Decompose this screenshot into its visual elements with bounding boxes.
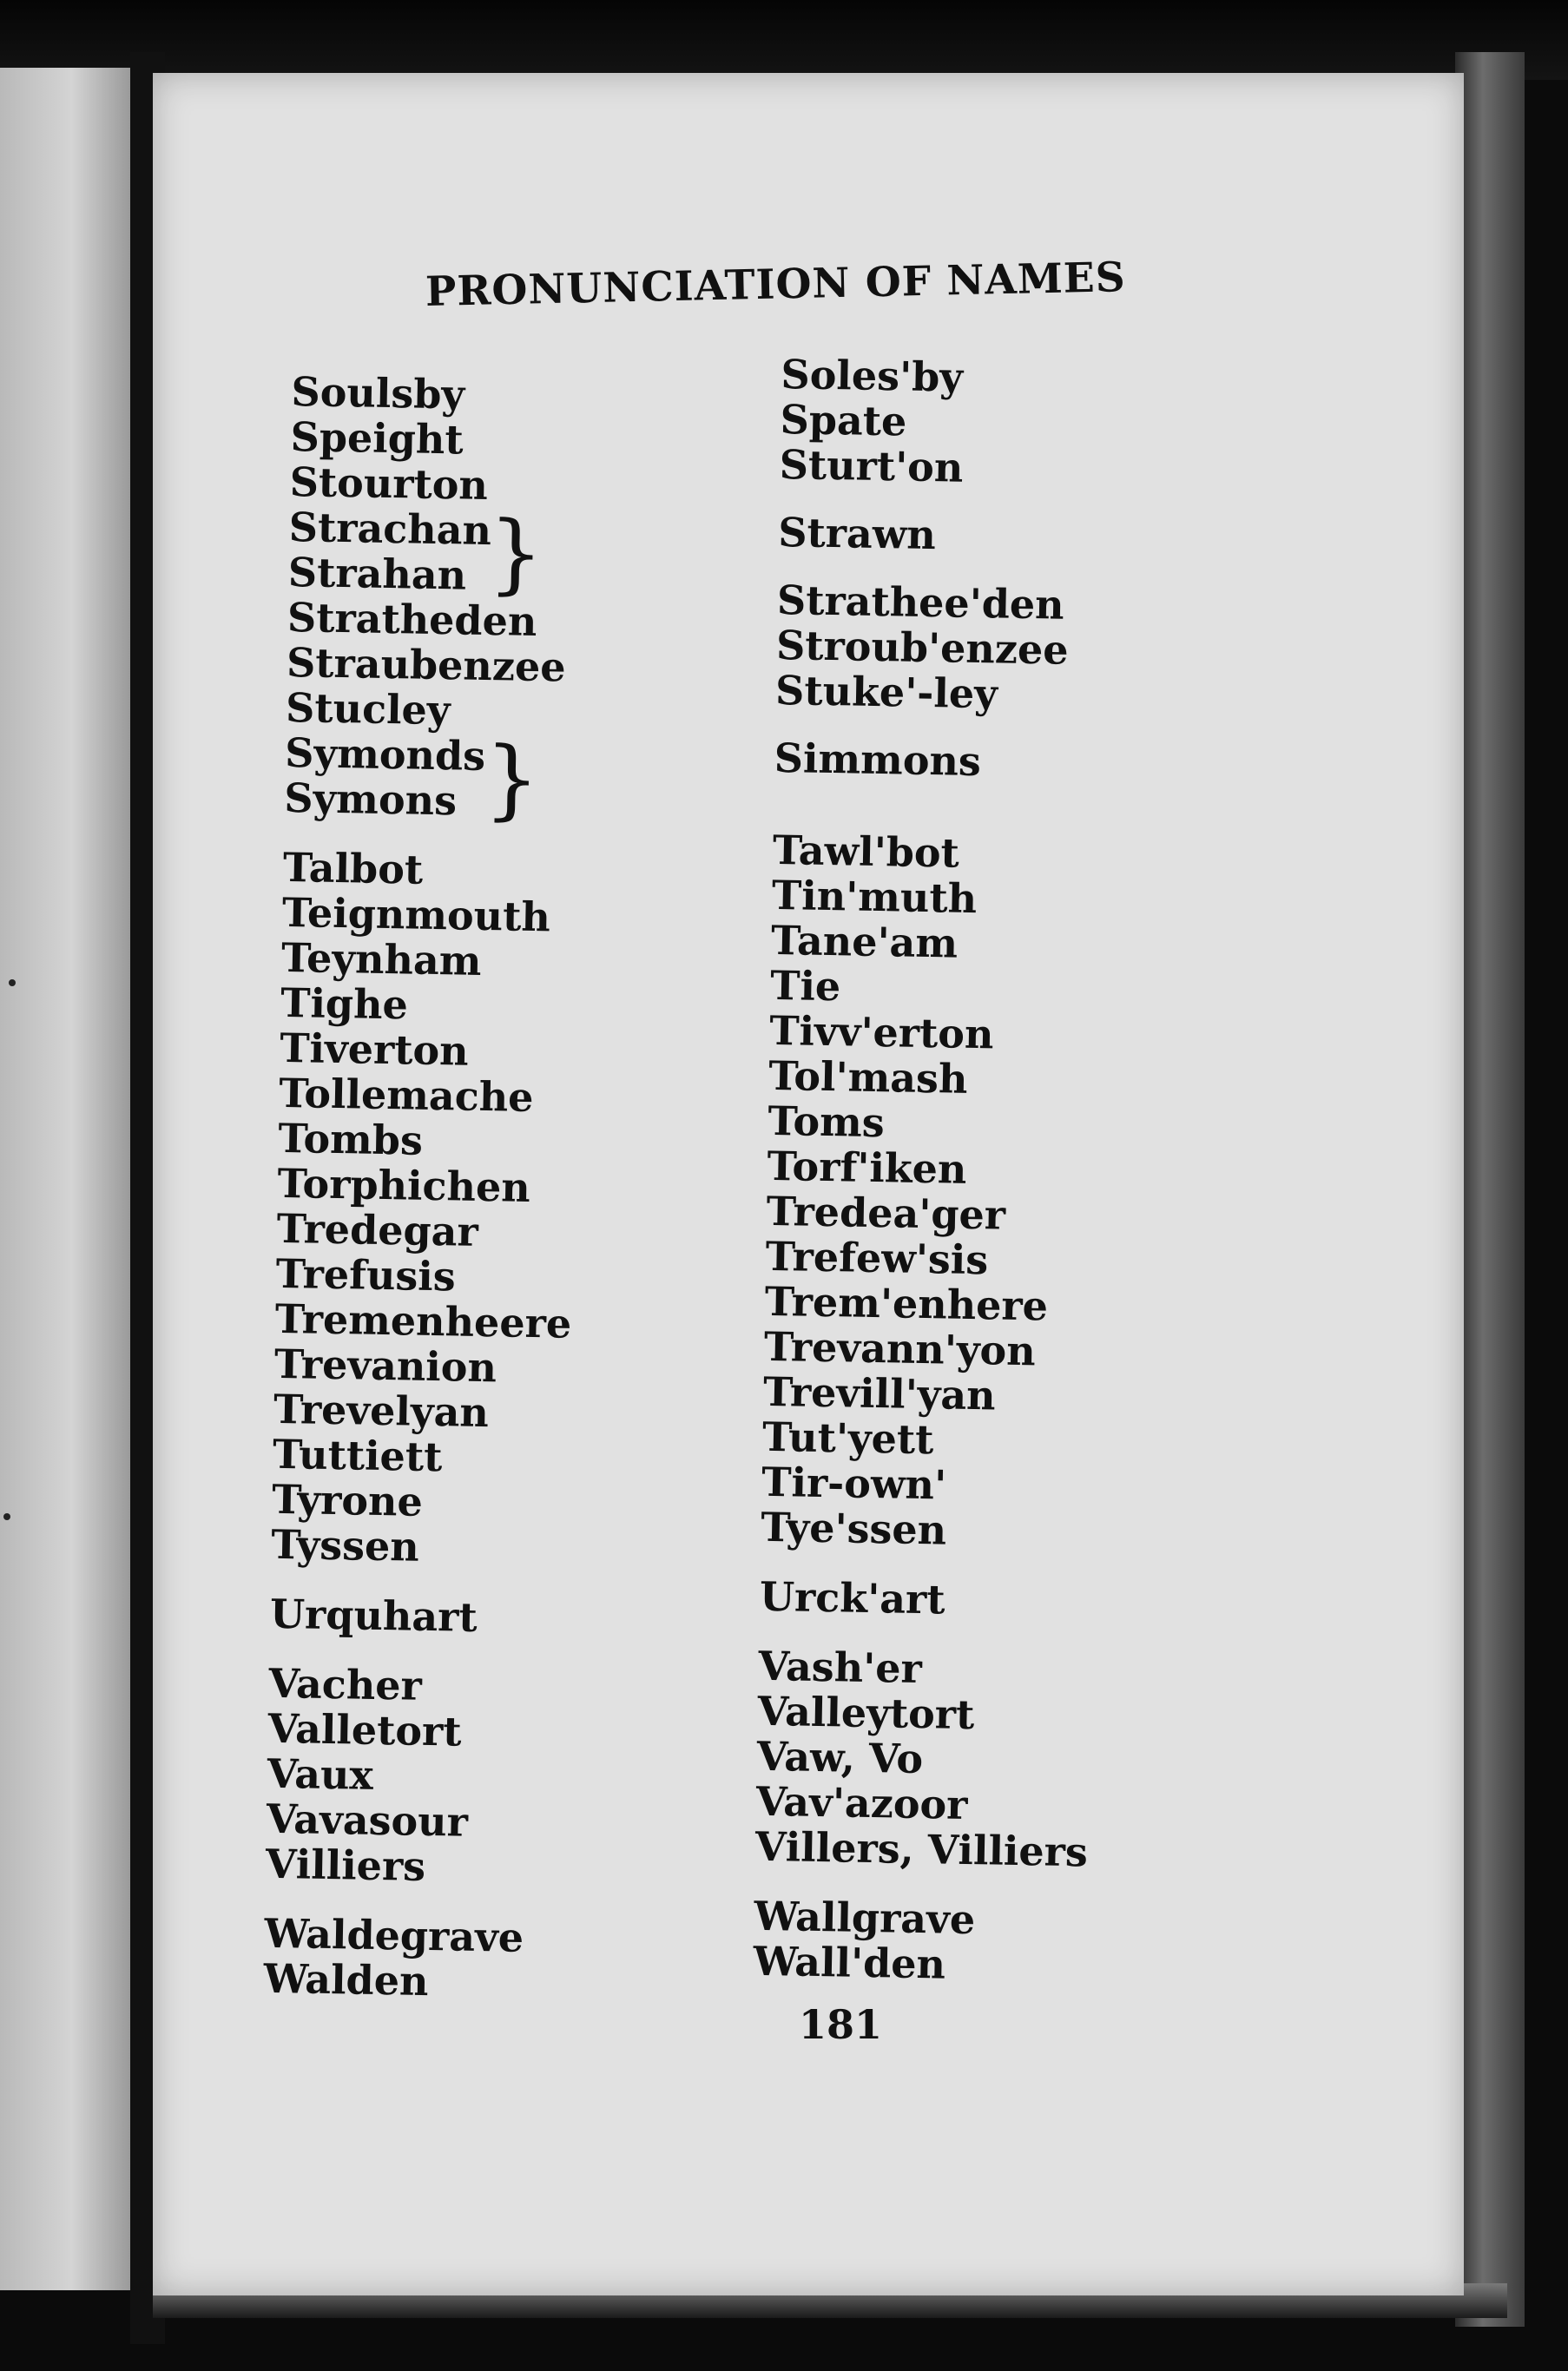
name-entry: Tuttiett [272,1430,443,1481]
pronunciation-entry: Torf'iken [767,1142,967,1193]
name-entry: Straubenzee [286,638,567,691]
pronunciation-entry: Tut'yett [761,1413,934,1464]
name-entry: Tremenheere [274,1294,572,1347]
name-entry: Speight [290,412,464,464]
name-entry: Strachan [288,503,492,555]
name-entry: Teynham [280,933,482,985]
name-entry: Tombs [278,1114,424,1164]
pronunciation-entry: Vash'er [758,1642,923,1693]
name-entry: Villiers [265,1840,426,1890]
name-entry: Urquhart [269,1590,478,1641]
pronunciation-entry: Trem'enhere [764,1277,1049,1330]
pronunciation-entry: Villers, Villiers [754,1822,1089,1876]
pronunciation-entry: Strawn [777,508,937,559]
name-entry: Tredegar [276,1204,479,1255]
name-entry: Soulsby [291,368,465,418]
name-entry: Symonds [284,728,486,780]
pronunciation-entry: Tredea'ger [766,1187,1006,1239]
pronunciation-entry: Soles'by [781,351,964,401]
name-entry: Tyrone [271,1475,424,1525]
name-entry: Trevelyan [273,1385,490,1437]
name-entry: Vacher [268,1659,423,1709]
name-entry: Stratheden [287,593,537,645]
name-entry: Tiverton [279,1024,470,1075]
pronunciation-entry: Toms [768,1097,886,1147]
pronunciation-entry: Valleytort [757,1687,975,1739]
pronunciation-entry: Tye'ssen [760,1503,947,1554]
pronunciation-entry: Trevann'yon [763,1322,1037,1375]
pronunciation-entry: Trevill'yan [762,1367,997,1419]
page-edge-right [1455,52,1525,2327]
pronunciation-entry: Spate [780,395,907,445]
pronunciation-entry: Urck'art [759,1572,946,1623]
name-group [287,501,585,605]
pronunciation-entry: Wallgrave [754,1892,976,1944]
name-entry: Strahan [287,548,467,599]
pronunciation-entry: Tane'am [770,916,959,967]
page-number: 181 [799,2001,883,2048]
page-title: PRONUNCIATION OF NAMES [425,254,1127,316]
pronunciation-entry: Tin'muth [771,871,978,923]
pronunciation-entry: Wall'den [753,1937,946,1988]
pronunciation-entry: Stuke'-ley [774,666,998,718]
name-entry: Vavasour [266,1795,469,1846]
name-entry: Trevanion [273,1340,497,1392]
name-group [283,727,582,831]
brace-mark: } [483,727,541,831]
pronunciation-entry: Tol'mash [768,1051,968,1103]
pronunciation-entry: Tivv'erton [768,1006,994,1058]
pronunciation-entry: Stroub'enzee [775,621,1069,674]
name-entry: Tighe [280,978,409,1029]
name-entry: Vaux [267,1749,374,1799]
name-entry: Teignmouth [281,888,551,941]
name-entry: Talbot [282,843,424,893]
scan-speck [9,979,16,986]
pronunciation-entry: Simmons [774,734,982,786]
name-entry: Tyssen [270,1520,420,1571]
name-entry: Waldegrave [264,1909,524,1961]
name-entry: Valletort [267,1704,463,1755]
brace-mark: } [487,501,544,605]
pronunciation-entry: Sturt'on [779,440,964,491]
pronunciations-column [753,352,1114,1989]
name-entry: Tollemache [278,1069,534,1121]
name-entry: Trefusis [275,1249,457,1301]
name-entry: Walden [263,1954,429,2005]
pronunciation-entry: Tir-own' [761,1458,947,1509]
pronunciation-entry: Strathee'den [776,576,1065,629]
pronunciation-entry: Vaw, Vo [756,1732,924,1783]
pronunciation-entry: Tie [769,961,841,1011]
scan-top-border [0,0,1568,80]
name-entry: Torphichen [277,1159,531,1211]
names-column [263,369,588,2006]
facing-page-edge [0,68,130,2290]
name-entry: Symons [283,774,458,825]
pronunciation-entry: Vav'azoor [755,1777,968,1828]
scan-speck [3,1513,10,1520]
pronunciation-entry: Tawl'bot [772,826,960,877]
name-entry: Stourton [289,458,489,509]
name-entry: Stucley [285,683,451,734]
pronunciation-entry: Trefew'sis [765,1232,989,1284]
